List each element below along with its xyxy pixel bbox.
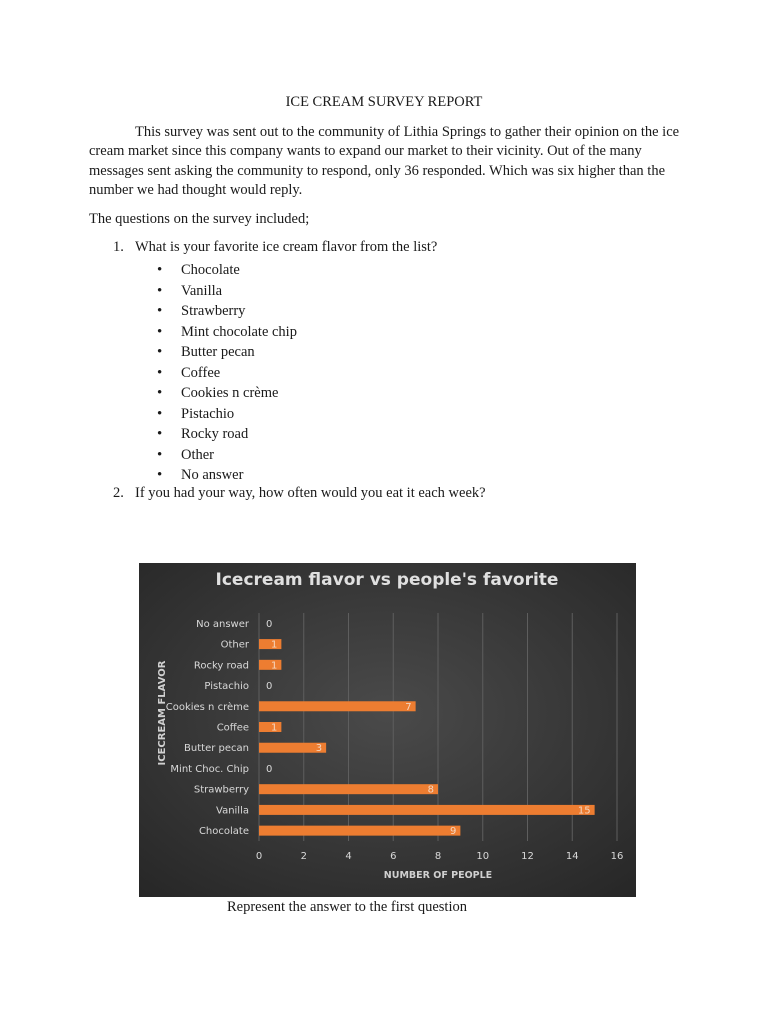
list-item: • Mint chocolate chip — [157, 322, 297, 343]
data-label: 0 — [266, 763, 273, 775]
question-1 — [113, 239, 437, 256]
list-item: • Coffee — [157, 363, 297, 384]
y-category-label: Pistachio — [204, 681, 249, 693]
bar — [259, 701, 416, 711]
x-tick-label: 2 — [300, 851, 307, 862]
y-category-label: Chocolate — [198, 826, 249, 838]
x-tick-label: 6 — [390, 851, 397, 862]
chart-background — [139, 563, 636, 897]
x-tick-label: 4 — [345, 851, 352, 862]
list-item: • Rocky road — [157, 424, 297, 445]
questions-lead: The questions on the survey included; — [89, 211, 310, 227]
x-tick-label: 14 — [565, 851, 579, 862]
data-label: 0 — [266, 681, 273, 693]
chart-caption: Represent the answer to the first question — [227, 899, 467, 915]
y-category-label: Vanilla — [216, 805, 249, 817]
x-axis-label: NUMBER OF PEOPLE — [383, 870, 493, 881]
x-tick-label: 0 — [255, 851, 263, 862]
list-item: • Other — [157, 445, 297, 466]
x-tick-label: 16 — [610, 851, 624, 862]
y-category-label: Rocky road — [193, 660, 249, 672]
data-label: 15 — [577, 805, 591, 817]
question-2 — [113, 485, 486, 502]
data-label: 7 — [405, 701, 412, 713]
bar — [259, 805, 595, 815]
x-tick-label: 8 — [434, 851, 442, 862]
y-axis-label: ICECREAM FLAVOR — [157, 660, 168, 766]
data-label: 8 — [427, 784, 434, 796]
list-item: • Vanilla — [157, 281, 297, 302]
question-number: 2. — [113, 485, 124, 501]
bar — [259, 784, 438, 794]
question-number: 1. — [113, 239, 124, 255]
y-category-label: Butter pecan — [184, 743, 249, 755]
x-tick-label: 10 — [476, 851, 490, 862]
question-text: What is your favorite ice cream flavor from the list? — [135, 239, 438, 255]
data-label: 1 — [271, 639, 278, 651]
y-category-label: Cookies n crème — [165, 701, 249, 713]
chart-title: Icecream flavor vs people's favorite — [215, 570, 559, 590]
data-label: 9 — [450, 826, 457, 838]
x-tick-label: 12 — [521, 851, 534, 862]
data-label: 1 — [271, 660, 278, 672]
data-label: 1 — [271, 722, 278, 734]
list-item: • No answer — [157, 465, 297, 486]
list-item: • Butter pecan — [157, 342, 297, 363]
flavor-options-list — [157, 260, 297, 486]
document-title: ICE CREAM SURVEY REPORT — [285, 94, 483, 110]
y-category-label: Other — [220, 639, 249, 651]
intro-paragraph: This survey was sent out to the community of Lithia Springs to gather their opinion on the ice cream market since this company wants to expand our market to their vicinity. Out of the many messages sent asking the community to respond, only 36 responded. Which was six higher than the number we had thought would reply. — [89, 124, 680, 199]
list-item: • Chocolate — [157, 260, 297, 281]
chart-svg — [139, 563, 636, 897]
y-category-label: Strawberry — [193, 784, 249, 796]
list-item: • Pistachio — [157, 404, 297, 425]
list-item: • Cookies n crème — [157, 383, 297, 404]
data-label: 3 — [315, 743, 323, 755]
bar — [259, 826, 460, 836]
question-text: If you had your way, how often would you eat it each week? — [135, 485, 486, 501]
y-category-label: No answer — [196, 618, 249, 630]
flavor-bar-chart — [139, 563, 636, 897]
data-label: 0 — [266, 618, 273, 630]
list-item: • Strawberry — [157, 301, 297, 322]
y-category-label: Coffee — [216, 722, 249, 734]
y-category-label: Mint Choc. Chip — [170, 763, 249, 775]
